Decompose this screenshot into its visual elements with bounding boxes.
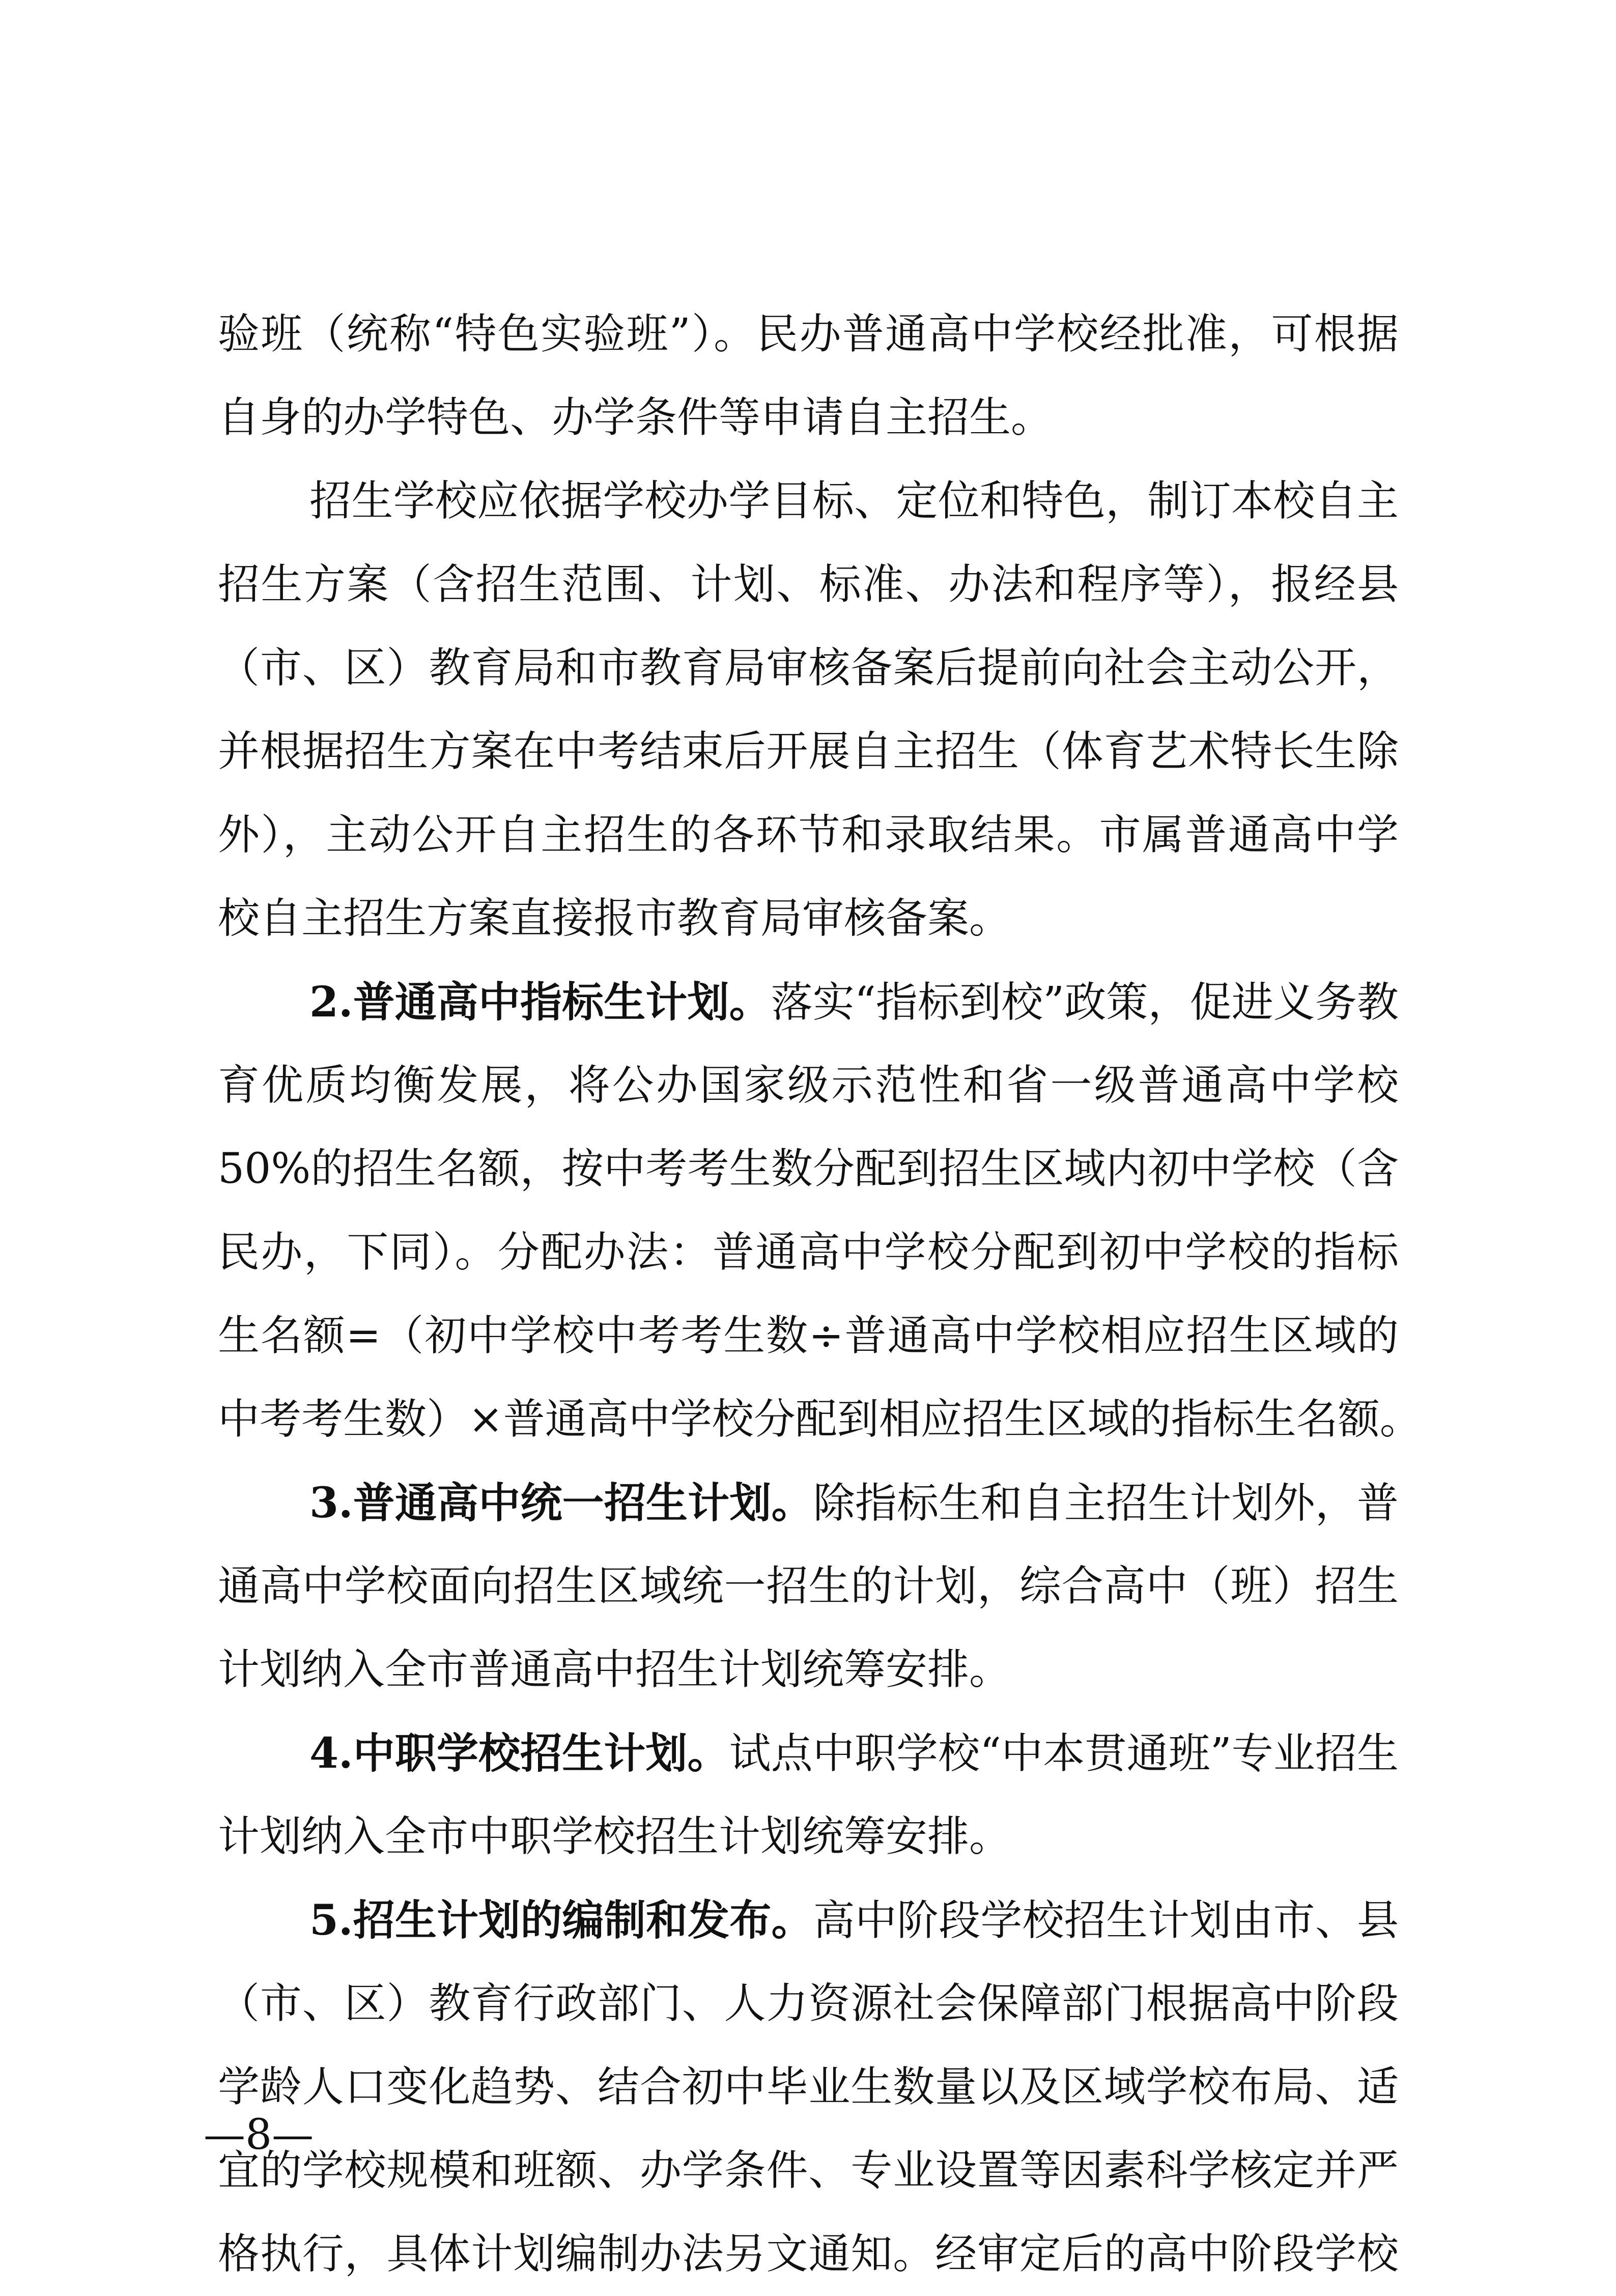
line-text: （市、区）教育行政部门、人力资源社会保障部门根据高中阶段 <box>218 1979 1399 2028</box>
line-text: 计划纳入全市中职学校招生计划统筹安排。 <box>218 1812 1011 1861</box>
paragraph-heading-line <box>218 1712 1399 1795</box>
line-text: 生名额=（初中学校中考考生数÷普通高中学校相应招生区域的 <box>218 1312 1399 1360</box>
paragraph-heading-line <box>218 1879 1399 1962</box>
body-text-line <box>218 543 1399 627</box>
line-text: 自身的办学特色、办学条件等申请自主招生。 <box>218 393 1053 442</box>
line-text: 宜的学校规模和班额、办学条件、专业设置等因素科学核定并严 <box>218 2146 1399 2195</box>
document-body <box>218 293 1422 2296</box>
section-heading: 3.普通高中统一招生计划。 <box>309 1479 813 1527</box>
body-text-line <box>218 376 1399 460</box>
body-text-line <box>218 1294 1399 1378</box>
body-text-line <box>218 710 1399 793</box>
body-text-line <box>218 1795 1399 1879</box>
body-text-line <box>218 460 1399 543</box>
line-text: 校自主招生方案直接报市教育局审核备案。 <box>218 894 1011 943</box>
body-text-line <box>218 877 1399 960</box>
body-text-line <box>218 2046 1399 2129</box>
body-text-line <box>218 1628 1399 1712</box>
page-number: —8— <box>204 2111 314 2159</box>
line-text: 高中阶段学校招生计划由市、县 <box>813 1896 1399 1945</box>
body-text-line <box>218 1545 1399 1628</box>
body-text-line <box>218 2213 1399 2296</box>
line-text: 50%的招生名额，按中考考生数分配到招生区域内初中学校（含 <box>218 1145 1399 1193</box>
line-text: 中考考生数）×普通高中学校分配到相应招生区域的指标生名额。 <box>218 1395 1422 1443</box>
paragraph-heading-line <box>218 960 1399 1044</box>
line-text: 格执行，具体计划编制办法另文通知。经审定后的高中阶段学校 <box>218 2230 1399 2278</box>
line-text: 并根据招生方案在中考结束后开展自主招生（体育艺术特长生除 <box>218 727 1399 776</box>
body-text-line <box>218 1127 1399 1211</box>
body-text-line <box>218 627 1399 710</box>
section-heading: 5.招生计划的编制和发布。 <box>309 1896 813 1945</box>
line-text: 招生方案（含招生范围、计划、标准、办法和程序等），报经县 <box>218 560 1399 609</box>
body-text-line <box>218 1211 1399 1294</box>
line-text: （市、区）教育局和市教育局审核备案后提前向社会主动公开， <box>218 644 1399 692</box>
paragraph-heading-line <box>218 1461 1399 1545</box>
body-text-line <box>218 1378 1422 1461</box>
line-text: 外），主动公开自主招生的各环节和录取结果。市属普通高中学 <box>218 811 1399 859</box>
line-text: 通高中学校面向招生区域统一招生的计划，综合高中（班）招生 <box>218 1562 1399 1610</box>
body-text-line <box>218 1044 1399 1127</box>
line-text: 除指标生和自主招生计划外，普 <box>813 1479 1399 1527</box>
body-text-line <box>218 793 1399 877</box>
body-text-line <box>218 1962 1399 2046</box>
line-text: 育优质均衡发展，将公办国家级示范性和省一级普通高中学校 <box>218 1061 1399 1110</box>
line-text: 试点中职学校“中本贯通班”专业招生 <box>729 1730 1399 1778</box>
line-text: 民办，下同）。分配办法：普通高中学校分配到初中学校的指标 <box>218 1228 1399 1277</box>
body-text-line <box>218 293 1399 376</box>
body-text-line <box>218 2129 1399 2213</box>
line-text: 学龄人口变化趋势、结合初中毕业生数量以及区域学校布局、适 <box>218 2063 1399 2111</box>
line-text: 招生学校应依据学校办学目标、定位和特色，制订本校自主 <box>309 477 1399 525</box>
section-heading: 2.普通高中指标生计划。 <box>309 978 771 1027</box>
line-text: 落实“指标到校”政策，促进义务教 <box>771 978 1399 1027</box>
line-text: 验班（统称“特色实验班”）。民办普通高中学校经批准，可根据 <box>218 310 1399 358</box>
line-text: 计划纳入全市普通高中招生计划统筹安排。 <box>218 1646 1011 1694</box>
section-heading: 4.中职学校招生计划。 <box>309 1729 729 1778</box>
